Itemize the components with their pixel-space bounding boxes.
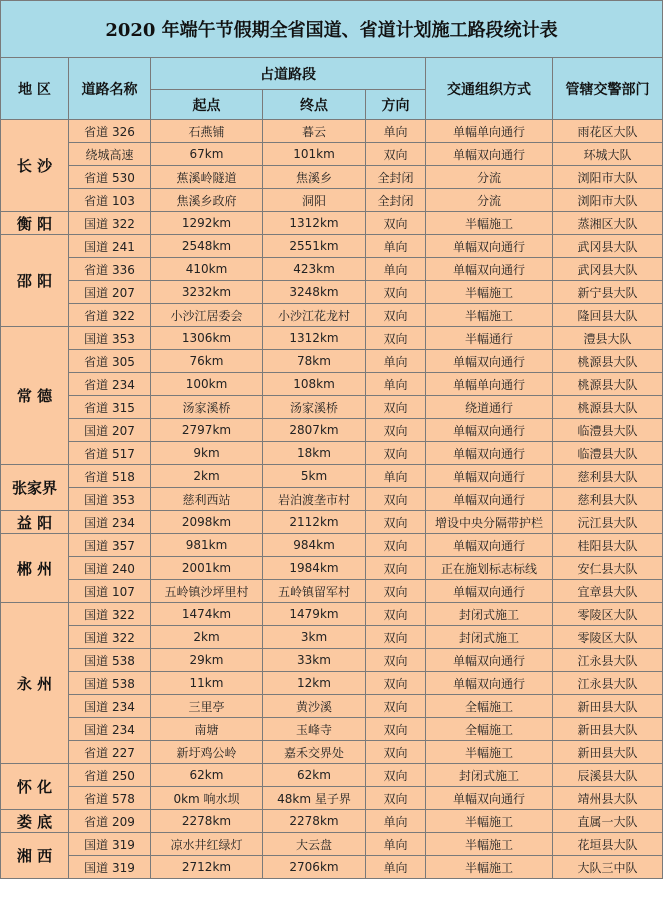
start-cell: 29km: [151, 649, 263, 672]
traffic-method-cell: 半幅施工: [426, 810, 553, 833]
start-cell: 新圩鸡公岭: [151, 741, 263, 764]
department-cell: 安仁县大队: [553, 557, 663, 580]
start-cell: 石燕铺: [151, 120, 263, 143]
table-row: [1, 258, 663, 281]
direction-cell: 双向: [366, 304, 426, 327]
traffic-method-cell: 单幅双向通行: [426, 258, 553, 281]
direction-cell: 单向: [366, 350, 426, 373]
region-cell: 衡 阳: [1, 212, 69, 235]
traffic-method-cell: 单幅单向通行: [426, 120, 553, 143]
department-cell: 环城大队: [553, 143, 663, 166]
start-cell: 慈利西站: [151, 488, 263, 511]
start-cell: 1292km: [151, 212, 263, 235]
region-cell: 郴 州: [1, 534, 69, 603]
end-cell: 小沙江花龙村: [263, 304, 366, 327]
end-cell: 18km: [263, 442, 366, 465]
start-cell: 981km: [151, 534, 263, 557]
road-name-cell: 省道 315: [69, 396, 151, 419]
road-name-cell: 省道 234: [69, 373, 151, 396]
start-cell: 2797km: [151, 419, 263, 442]
traffic-method-cell: 半幅施工: [426, 212, 553, 235]
direction-cell: 双向: [366, 488, 426, 511]
department-cell: 靖州县大队: [553, 787, 663, 810]
end-cell: 暮云: [263, 120, 366, 143]
road-name-cell: 省道 209: [69, 810, 151, 833]
department-cell: 临澧县大队: [553, 442, 663, 465]
end-cell: 423km: [263, 258, 366, 281]
department-cell: 桃源县大队: [553, 350, 663, 373]
end-cell: 大云盘: [263, 833, 366, 856]
traffic-method-cell: 半幅施工: [426, 304, 553, 327]
direction-cell: 单向: [366, 810, 426, 833]
direction-cell: 双向: [366, 327, 426, 350]
department-cell: 桂阳县大队: [553, 534, 663, 557]
traffic-method-cell: 单幅单向通行: [426, 373, 553, 396]
department-cell: 新田县大队: [553, 718, 663, 741]
table-row: [1, 304, 663, 327]
direction-cell: 单向: [366, 373, 426, 396]
end-cell: 洞阳: [263, 189, 366, 212]
road-name-cell: 国道 322: [69, 603, 151, 626]
end-cell: 3km: [263, 626, 366, 649]
department-cell: 花垣县大队: [553, 833, 663, 856]
traffic-method-cell: 单幅双向通行: [426, 787, 553, 810]
road-name-cell: 省道 336: [69, 258, 151, 281]
traffic-method-cell: 单幅双向通行: [426, 465, 553, 488]
department-cell: 江永县大队: [553, 672, 663, 695]
region-cell: 邵 阳: [1, 235, 69, 327]
table-row: [1, 327, 663, 350]
road-name-cell: 国道 207: [69, 281, 151, 304]
end-cell: 1984km: [263, 557, 366, 580]
direction-cell: 双向: [366, 672, 426, 695]
start-cell: 南塘: [151, 718, 263, 741]
end-cell: 5km: [263, 465, 366, 488]
traffic-method-cell: 增设中央分隔带护栏: [426, 511, 553, 534]
road-name-cell: 国道 322: [69, 626, 151, 649]
direction-cell: 单向: [366, 833, 426, 856]
table-title: 2020 年端午节假期全省国道、省道计划施工路段统计表: [1, 1, 663, 58]
start-cell: 3232km: [151, 281, 263, 304]
traffic-method-cell: 单幅双向通行: [426, 350, 553, 373]
table-row: [1, 465, 663, 488]
road-name-cell: 国道 234: [69, 511, 151, 534]
table-body: [1, 120, 663, 879]
road-name-cell: 省道 326: [69, 120, 151, 143]
header-department: 管辖交警部门: [553, 58, 663, 120]
end-cell: 3248km: [263, 281, 366, 304]
department-cell: 宜章县大队: [553, 580, 663, 603]
table-row: [1, 718, 663, 741]
table-row: [1, 741, 663, 764]
table-row: [1, 557, 663, 580]
traffic-method-cell: 单幅双向通行: [426, 649, 553, 672]
table-row: [1, 856, 663, 879]
end-cell: 黄沙溪: [263, 695, 366, 718]
direction-cell: 单向: [366, 258, 426, 281]
department-cell: 蒸湘区大队: [553, 212, 663, 235]
end-cell: 62km: [263, 764, 366, 787]
header-end: 终点: [263, 90, 366, 120]
start-cell: 1306km: [151, 327, 263, 350]
road-name-cell: 国道 538: [69, 672, 151, 695]
start-cell: 凉水井红绿灯: [151, 833, 263, 856]
end-cell: 五岭镇留军村: [263, 580, 366, 603]
department-cell: 临澧县大队: [553, 419, 663, 442]
department-cell: 新田县大队: [553, 741, 663, 764]
start-cell: 2km: [151, 626, 263, 649]
header-region: 地 区: [1, 58, 69, 120]
traffic-method-cell: 半幅施工: [426, 833, 553, 856]
start-cell: 2km: [151, 465, 263, 488]
road-name-cell: 省道 322: [69, 304, 151, 327]
end-cell: 1479km: [263, 603, 366, 626]
end-cell: 嘉禾交界处: [263, 741, 366, 764]
table-row: [1, 764, 663, 787]
direction-cell: 双向: [366, 626, 426, 649]
road-name-cell: 省道 530: [69, 166, 151, 189]
start-cell: 2278km: [151, 810, 263, 833]
department-cell: 新田县大队: [553, 695, 663, 718]
traffic-method-cell: 单幅双向通行: [426, 235, 553, 258]
region-cell: 常 德: [1, 327, 69, 465]
department-cell: 零陵区大队: [553, 603, 663, 626]
end-cell: 焦溪乡: [263, 166, 366, 189]
table-row: [1, 626, 663, 649]
traffic-method-cell: 单幅双向通行: [426, 419, 553, 442]
direction-cell: 全封闭: [366, 189, 426, 212]
direction-cell: 双向: [366, 603, 426, 626]
table-row: [1, 235, 663, 258]
traffic-method-cell: 绕道通行: [426, 396, 553, 419]
department-cell: 慈利县大队: [553, 465, 663, 488]
table-row: [1, 120, 663, 143]
table-row: [1, 603, 663, 626]
road-name-cell: 省道 517: [69, 442, 151, 465]
department-cell: 武冈县大队: [553, 258, 663, 281]
direction-cell: 双向: [366, 787, 426, 810]
table-row: [1, 212, 663, 235]
road-name-cell: 省道 103: [69, 189, 151, 212]
traffic-method-cell: 分流: [426, 166, 553, 189]
end-cell: 33km: [263, 649, 366, 672]
end-cell: 1312km: [263, 327, 366, 350]
start-cell: 五岭镇沙坪里村: [151, 580, 263, 603]
department-cell: 大队三中队: [553, 856, 663, 879]
table-row: [1, 488, 663, 511]
road-name-cell: 国道 240: [69, 557, 151, 580]
end-cell: 12km: [263, 672, 366, 695]
traffic-method-cell: 半幅施工: [426, 741, 553, 764]
table-row: [1, 350, 663, 373]
table-row: [1, 143, 663, 166]
region-cell: 怀 化: [1, 764, 69, 810]
start-cell: 0km 响水坝: [151, 787, 263, 810]
table-row: [1, 373, 663, 396]
road-name-cell: 国道 107: [69, 580, 151, 603]
road-name-cell: 国道 353: [69, 327, 151, 350]
table-row: [1, 396, 663, 419]
table-row: [1, 534, 663, 557]
department-cell: 隆回县大队: [553, 304, 663, 327]
header-start: 起点: [151, 90, 263, 120]
traffic-method-cell: 半幅通行: [426, 327, 553, 350]
road-name-cell: 省道 518: [69, 465, 151, 488]
road-name-cell: 省道 578: [69, 787, 151, 810]
region-cell: 益 阳: [1, 511, 69, 534]
road-name-cell: 省道 305: [69, 350, 151, 373]
road-name-cell: 省道 227: [69, 741, 151, 764]
traffic-method-cell: 分流: [426, 189, 553, 212]
table-row: [1, 580, 663, 603]
road-name-cell: 国道 538: [69, 649, 151, 672]
traffic-method-cell: 封闭式施工: [426, 603, 553, 626]
start-cell: 小沙江居委会: [151, 304, 263, 327]
direction-cell: 全封闭: [366, 166, 426, 189]
table-row: [1, 695, 663, 718]
direction-cell: 双向: [366, 649, 426, 672]
traffic-method-cell: 全幅施工: [426, 695, 553, 718]
table-row: [1, 511, 663, 534]
road-name-cell: 国道 207: [69, 419, 151, 442]
traffic-method-cell: 半幅施工: [426, 856, 553, 879]
start-cell: 410km: [151, 258, 263, 281]
end-cell: 1312km: [263, 212, 366, 235]
department-cell: 零陵区大队: [553, 626, 663, 649]
road-name-cell: 国道 319: [69, 833, 151, 856]
road-name-cell: 国道 357: [69, 534, 151, 557]
end-cell: 48km 星子界: [263, 787, 366, 810]
start-cell: 汤家溪桥: [151, 396, 263, 419]
direction-cell: 双向: [366, 396, 426, 419]
department-cell: 桃源县大队: [553, 373, 663, 396]
direction-cell: 双向: [366, 764, 426, 787]
direction-cell: 单向: [366, 235, 426, 258]
road-name-cell: 省道 250: [69, 764, 151, 787]
end-cell: 108km: [263, 373, 366, 396]
department-cell: 江永县大队: [553, 649, 663, 672]
traffic-method-cell: 封闭式施工: [426, 626, 553, 649]
traffic-method-cell: 单幅双向通行: [426, 488, 553, 511]
start-cell: 焦溪乡政府: [151, 189, 263, 212]
road-name-cell: 国道 234: [69, 695, 151, 718]
direction-cell: 双向: [366, 442, 426, 465]
direction-cell: 双向: [366, 281, 426, 304]
direction-cell: 双向: [366, 511, 426, 534]
department-cell: 浏阳市大队: [553, 166, 663, 189]
header-traffic-method: 交通组织方式: [426, 58, 553, 120]
table-row: [1, 787, 663, 810]
region-cell: 永 州: [1, 603, 69, 764]
table-row: [1, 672, 663, 695]
traffic-method-cell: 单幅双向通行: [426, 143, 553, 166]
traffic-method-cell: 封闭式施工: [426, 764, 553, 787]
traffic-method-cell: 半幅施工: [426, 281, 553, 304]
start-cell: 9km: [151, 442, 263, 465]
end-cell: 2807km: [263, 419, 366, 442]
start-cell: 2548km: [151, 235, 263, 258]
traffic-method-cell: 全幅施工: [426, 718, 553, 741]
traffic-method-cell: 单幅双向通行: [426, 442, 553, 465]
end-cell: 汤家溪桥: [263, 396, 366, 419]
direction-cell: 双向: [366, 580, 426, 603]
region-cell: 湘 西: [1, 833, 69, 879]
start-cell: 1474km: [151, 603, 263, 626]
start-cell: 67km: [151, 143, 263, 166]
end-cell: 玉峰寺: [263, 718, 366, 741]
direction-cell: 单向: [366, 120, 426, 143]
region-cell: 长 沙: [1, 120, 69, 212]
table-row: [1, 281, 663, 304]
end-cell: 岩泊渡垄市村: [263, 488, 366, 511]
start-cell: 2098km: [151, 511, 263, 534]
direction-cell: 双向: [366, 557, 426, 580]
traffic-method-cell: 单幅双向通行: [426, 534, 553, 557]
end-cell: 101km: [263, 143, 366, 166]
department-cell: 桃源县大队: [553, 396, 663, 419]
traffic-method-cell: 单幅双向通行: [426, 580, 553, 603]
department-cell: 直属一大队: [553, 810, 663, 833]
start-cell: 100km: [151, 373, 263, 396]
end-cell: 984km: [263, 534, 366, 557]
table-row: [1, 419, 663, 442]
traffic-method-cell: 单幅双向通行: [426, 672, 553, 695]
direction-cell: 单向: [366, 856, 426, 879]
end-cell: 78km: [263, 350, 366, 373]
table-row: [1, 810, 663, 833]
end-cell: 2706km: [263, 856, 366, 879]
traffic-method-cell: 正在施划标志标线: [426, 557, 553, 580]
start-cell: 76km: [151, 350, 263, 373]
table-row: [1, 189, 663, 212]
header-occupied-section: 占道路段: [151, 58, 426, 90]
department-cell: 武冈县大队: [553, 235, 663, 258]
table-row: [1, 166, 663, 189]
department-cell: 浏阳市大队: [553, 189, 663, 212]
direction-cell: 双向: [366, 741, 426, 764]
direction-cell: 双向: [366, 718, 426, 741]
start-cell: 蕉溪岭隧道: [151, 166, 263, 189]
road-name-cell: 绕城高速: [69, 143, 151, 166]
end-cell: 2278km: [263, 810, 366, 833]
start-cell: 2001km: [151, 557, 263, 580]
department-cell: 新宁县大队: [553, 281, 663, 304]
direction-cell: 双向: [366, 695, 426, 718]
road-name-cell: 国道 319: [69, 856, 151, 879]
department-cell: 沅江县大队: [553, 511, 663, 534]
direction-cell: 双向: [366, 534, 426, 557]
department-cell: 辰溪县大队: [553, 764, 663, 787]
end-cell: 2112km: [263, 511, 366, 534]
region-cell: 张家界: [1, 465, 69, 511]
start-cell: 62km: [151, 764, 263, 787]
direction-cell: 双向: [366, 143, 426, 166]
department-cell: 雨花区大队: [553, 120, 663, 143]
department-cell: 慈利县大队: [553, 488, 663, 511]
header-road-name: 道路名称: [69, 58, 151, 120]
header-direction: 方向: [366, 90, 426, 120]
road-name-cell: 国道 322: [69, 212, 151, 235]
region-cell: 娄 底: [1, 810, 69, 833]
start-cell: 11km: [151, 672, 263, 695]
end-cell: 2551km: [263, 235, 366, 258]
road-name-cell: 国道 234: [69, 718, 151, 741]
start-cell: 三里亭: [151, 695, 263, 718]
table-row: [1, 833, 663, 856]
start-cell: 2712km: [151, 856, 263, 879]
department-cell: 澧县大队: [553, 327, 663, 350]
direction-cell: 单向: [366, 465, 426, 488]
direction-cell: 双向: [366, 212, 426, 235]
road-name-cell: 国道 353: [69, 488, 151, 511]
table-row: [1, 649, 663, 672]
direction-cell: 双向: [366, 419, 426, 442]
road-name-cell: 国道 241: [69, 235, 151, 258]
table-row: [1, 442, 663, 465]
